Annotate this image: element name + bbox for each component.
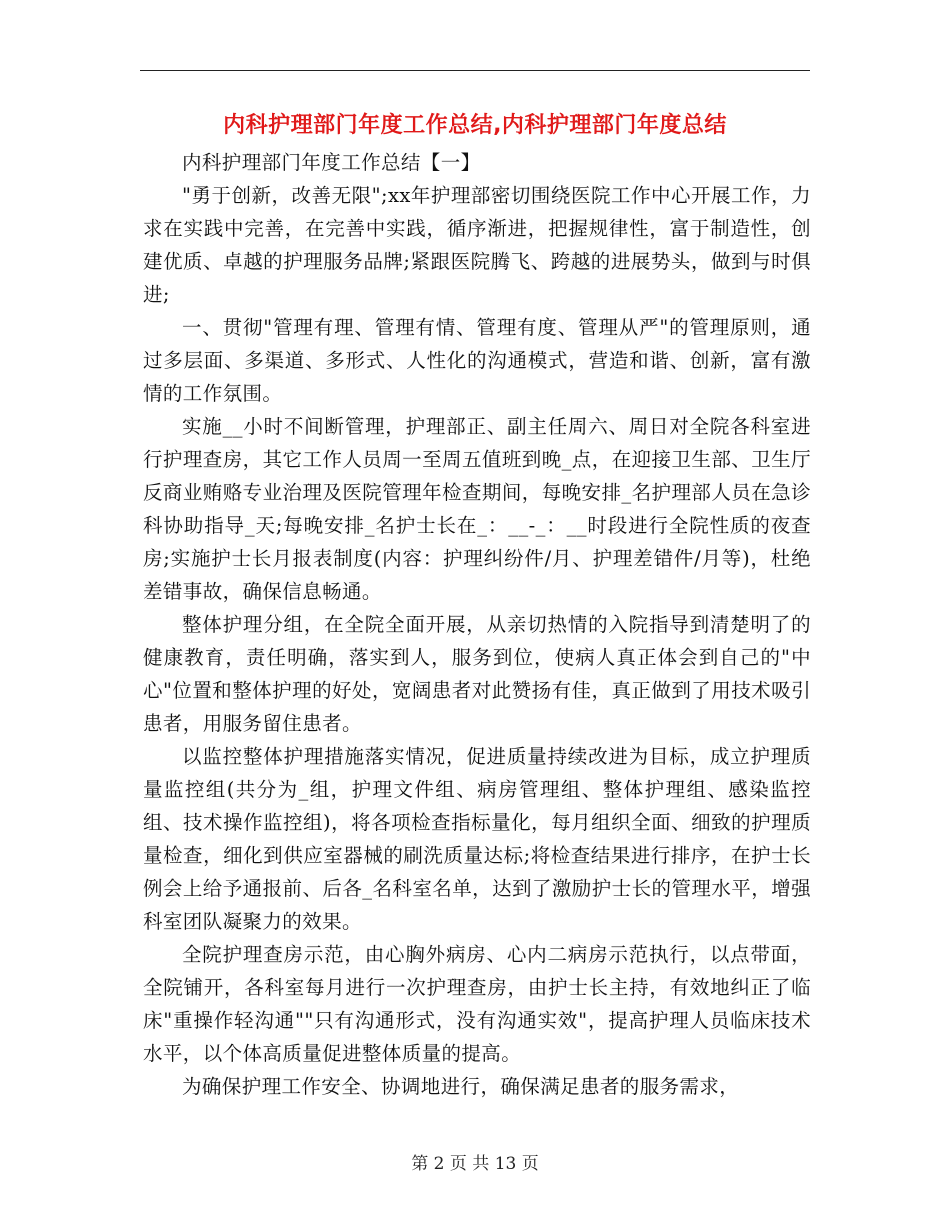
document-body (143, 146, 811, 1103)
paragraph-1: "勇于创新，改善无限";xx年护理部密切围绕医院工作中心开展工作，力求在实践中完善，在完善中实践，循序渐进，把握规律性，富于制造性，创建优质、卓越的护理服务品牌;紧跟医院腾飞、跨越的进展势头，做到与时俱进; (143, 184, 811, 306)
page-number: 第 2 页 共 13 页 (411, 1154, 539, 1174)
paragraph-6: 全院护理查房示范，由心胸外病房、心内二病房示范执行，以点带面，全院铺开，各科室每月进行一次护理查房，由护士长主持，有效地纠正了临床"重操作轻沟通""只有沟通形式，没有沟通实效"，提高护理人员临床技术水平，以个体高质量促进整体质量的提高。 (143, 943, 811, 1065)
section-heading: 内科护理部门年度工作总结【一】 (182, 151, 481, 174)
header-rule (140, 70, 810, 71)
paragraph-4: 整体护理分组，在全院全面开展，从亲切热情的入院指导到清楚明了的健康教育，责任明确，落实到人，服务到位，使病人真正体会到自己的"中心"位置和整体护理的好处，宽阔患者对此赞扬有佳，真正做到了用技术吸引患者，用服务留住患者。 (143, 613, 811, 735)
paragraph-2: 一、贯彻"管理有理、管理有情、管理有度、管理从严"的管理原则，通过多层面、多渠道、多形式、人性化的沟通模式，营造和谐、创新，富有激情的工作氛围。 (143, 316, 811, 405)
page-footer (0, 1152, 950, 1176)
paragraph-3: 实施__小时不间断管理，护理部正、副主任周六、周日对全院各科室进行护理查房，其它工作人员周一至周五值班到晚_点，在迎接卫生部、卫生厅反商业贿赂专业治理及医院管理年检查期间，每晚安排_名护理部人员在急诊科协助指导_天;每晚安排_名护士长在_：__-_：__时段进行全院性质的夜查房;实施护士长月报表制度(内容：护理纠纷件/月、护理差错件/月等)，杜绝差错事故，确保信息畅通。 (143, 415, 811, 603)
paragraph-5: 以监控整体护理措施落实情况，促进质量持续改进为目标，成立护理质量监控组(共分为_组，护理文件组、病房管理组、整体护理组、感染监控组、技术操作监控组)，将各项检查指标量化，每月组织全面、细致的护理质量检查，细化到供应室器械的刷洗质量达标;将检查结果进行排序，在护士长例会上给予通报前、后各_名科室名单，达到了激励护士长的管理水平，增强科室团队凝聚力的效果。 (143, 745, 811, 933)
paragraph-7: 为确保护理工作安全、协调地进行，确保满足患者的服务需求， (182, 1075, 740, 1098)
document-title: 内科护理部门年度工作总结,内科护理部门年度总结 (223, 113, 727, 138)
